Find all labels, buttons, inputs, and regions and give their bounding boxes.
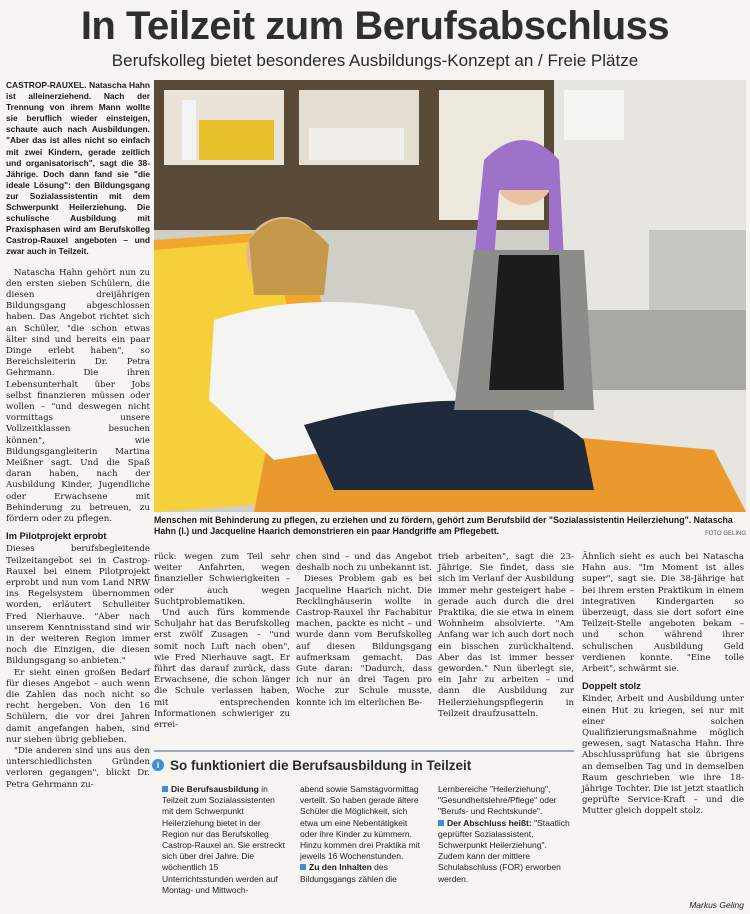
column-3 <box>296 552 432 709</box>
info-text: in Teilzeit zum Sozialassistenten mit dem Schwerpunkt Heilerziehung bietet in der Region nur das Berufskolleg Castrop-Rauxel an. Sie erstreckt sich über drei Jahre. Die wöchentlich 15 Unterrichtsstunden werden auf Montag- und Mittwoch- <box>162 784 285 895</box>
subheading-pilot: Im Pilotprojekt erprobt <box>6 530 107 542</box>
photo-illustration <box>154 80 746 512</box>
subheading-doppelt: Doppelt stolz <box>582 680 641 692</box>
info-column-3 <box>438 784 572 885</box>
square-bullet-icon <box>300 864 306 870</box>
info-text: des Bildungsgangs zählen die <box>300 862 397 884</box>
info-column-1 <box>162 784 288 896</box>
paragraph: Natascha Hahn gehört nun zu den ersten sieben Schülern, die diesen dreijährigen Bildungsgang abgeschlossen haben. Das Angebot richtet sich an Schüler, "die schon etwas älter sind und bereits ein paar Dinge erlebt haben", so Bereichsleiterin Dr. Petra Gehrmann. Die ihren Lebensunterhalt über Jobs selbst finanzieren müssen oder wollen – "und deswegen nicht vormittags unsere Vollzeitklassen besuchen können", wie Bildungsgangleiterin Martina Meißner sagt. Und die Spaß daran haben, nach der Ausbildung Kinder, Jugendliche oder Erwachsene mit Behinderung zu betreuen, zu fördern oder zu pflegen. <box>6 267 150 524</box>
photo-caption <box>154 515 746 540</box>
square-bullet-icon <box>438 820 444 826</box>
paragraph: "Die anderen sind uns aus den unterschiedlichsten Gründen verloren gegangen", blickt Dr. Petra Gehrmann zu- <box>6 746 150 790</box>
column-2 <box>154 552 290 731</box>
headline: In Teilzeit zum Berufsabschluss <box>80 4 670 48</box>
paragraph: Dieses Problem gab es bei Jacqueline Haarich nicht. Die Recklinghäuserin wollte in Castrop-Rauxel ihr Fachabitur machen, packte es nicht – und wurde dann vom Berufskolleg auf diesen Bildungsgang aufmerksam gemacht. Das Gute daran: "Dadurch, dass ich nur an drei Tagen pro Woche zur Schule musste, konnte ich im elterlichen Be- <box>296 574 432 708</box>
caption-text: Menschen mit Behinderung zu pflegen, zu erziehen und zu fördern, gehört zum Berufsbild der "Sozialassistentin Heilerziehung". Natascha Hahn (l.) und Jacqueline Haarich demonstrieren ein paar Handgriffe am Pflegebett. <box>154 515 733 536</box>
info-head: Die Berufsausbildung <box>171 784 259 794</box>
paragraph: Kinder, Arbeit und Ausbildung unter einen Hut zu kriegen, sei nur mit einer solchen Qualifizierungsmaßnahme möglich gewesen, sagt Natascha Hahn. Ihre Abschlussprüfung hat sie übrigens an demselben Tag und in demselben Raum geschrieben wie ihre 18-jährige Tochter. Die ist jetzt staatlich geprüfte Service-Kraft – und die Mutter gleich doppelt stolz. <box>582 694 744 817</box>
info-icon: i <box>152 759 164 771</box>
photo-credit: FOTO GELING <box>705 531 746 537</box>
subheadline: Berufskolleg bietet besonderes Ausbildungs-Konzept an / Freie Plätze <box>111 51 639 70</box>
paragraph: trieb arbeiten", sagt die 23-Jährige. Sie findet, dass sie sich im Verlauf der Ausbildung immer mehr gesteigert habe – gerade auch durch die drei Praktika, die sie etwa in einem Wohnheim absolvierte. "Am Anfang war ich auch dort noch ein bisschen zurückhaltend. Aber das ist immer besser geworden." Nun überlegt sie, ein Jahr zu arbeiten – und dann die Ausbildung zur Heilerziehungspflegerin in Teilzeit draufzusatteln. <box>438 552 574 719</box>
info-box <box>154 750 574 912</box>
info-column-2 <box>300 784 426 885</box>
paragraph: Ähnlich sieht es auch bei Natascha Hahn aus. "Im Moment ist alles super", sagt sie. Die 38-Jährige hat bei ihrem ersten Praktikum in einem integrativen Kindergarten so überzeugt, dass sie dort sofort eine Teilzeit-Stelle angeboten bekam – und schon während ihrer schulischen Ausbildung Geld verdienen konnte. "Eine tolle Arbeit", schwärmt sie. <box>582 552 744 675</box>
paragraph: Er sieht einen großen Bedarf für dieses Angebot – auch wenn die Zahlen das noch nicht so recht hergeben. Von den 16 Schülern, die vor drei Jahren damit angefangen haben, sind nur sieben übrig geblieben. <box>6 667 150 745</box>
paragraph: chen sind – und das Angebot deshalb noch zu unbekannt ist. <box>296 552 432 574</box>
paragraph: Und auch fürs kommende Schuljahr hat das Berufskolleg erst zwölf Zusagen – "und somit noch Luft nach oben", wie Fred Nierhauve sagt. Er führt das darauf zurück, dass Erwachsene, die schon länger die Schule verlassen haben, mit entsprechenden Informationen schwieriger zu errei- <box>154 608 290 731</box>
info-text: Lernbereiche "Heilerziehung", "Gesundheitslehre/Pflege" oder "Berufs- und Rechtskunde". <box>438 784 557 817</box>
author-credit: Markus Geling <box>689 900 744 910</box>
square-bullet-icon <box>162 786 168 792</box>
info-title: So funktioniert die Berufsausbildung in Teilzeit <box>170 758 472 773</box>
column-5 <box>582 552 744 818</box>
column-1 <box>6 80 150 791</box>
paragraph: rück: wegen zum Teil sehr weiter Anfahrten, wegen finanzieller Schwierigkeiten – oder auch wegen Suchtproblematiken. <box>154 552 290 607</box>
article-photo <box>154 80 746 512</box>
info-head: Der Abschluss heißt: <box>447 817 532 828</box>
info-text: abend sowie Samstagvormittag verteilt. So haben gerade ältere Schüler die Möglichkeit, sich etwa um eine Nebentätigkeit oder ihre Kinder zu kümmern. Hinzu kommen drei Praktika mit jeweils 16 Wochenstunden. <box>300 784 420 862</box>
info-head: Zu den Inhalten <box>309 862 372 873</box>
column-4 <box>438 552 574 720</box>
paragraph: Dieses berufsbegleitende Teilzeitangebot sei in Castrop-Rauxel bei einem Pilotprojekt erprobt und nun vom Land NRW ins Regelsystem übernommen worden, erläutert Schulleiter Fred Nierhauve. "Aber nach unserem Kenntnisstand sind wir in der weiteren Region immer noch die Einzigen, die diesen Bildungsgang so anbieten." <box>6 544 150 667</box>
lead-paragraph: CASTROP-RAUXEL. Natascha Hahn ist alleinerziehend. Nach der Trennung von ihrem Mann wollte sie beruflich wieder einsteigen, schaute auch nach Ausbildungen. "Aber das ist alles nicht so einfach mit zwei Kindern, gerade zeitlich und organisatorisch", sagt die 38-Jährige. Doch dann fand sie "die ideale Lösung": den Bildungsgang zur Sozialassistentin mit dem Schwerpunkt Heilerziehung. Die schulische Ausbildung mit Praxisphasen wird am Berufskolleg Castrop-Rauxel angeboten – und zwar auch in Teilzeit. <box>6 80 150 257</box>
info-text: "Staatlich geprüfter Sozialassistent, Schwerpunkt Heilerziehung". Zudem kann der mittlere Schulabschluss (FOR) erworben werden. <box>438 817 570 884</box>
